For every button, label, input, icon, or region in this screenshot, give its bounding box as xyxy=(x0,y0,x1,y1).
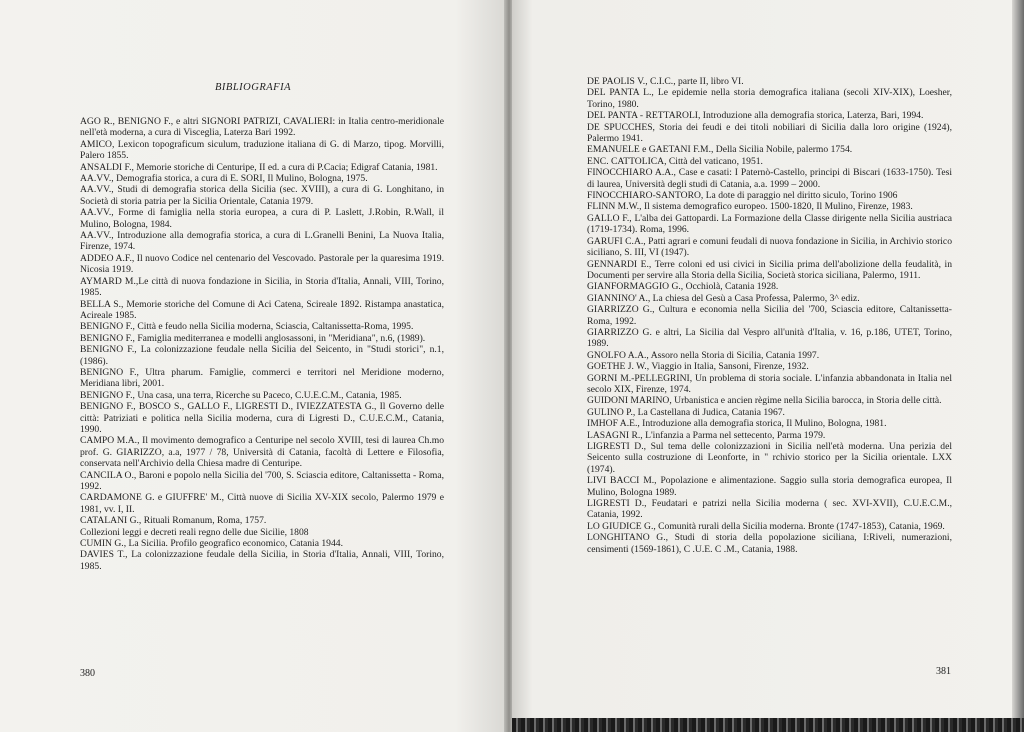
bibliography-entry: CATALANI G., Rituali Romanum, Roma, 1757. xyxy=(80,515,267,527)
bibliography-entry: GIARRIZZO G., Cultura e economia nella Sicilia del '700, Sciascia editore, Caltanissetta-Roma, 1992. xyxy=(587,304,952,327)
bibliography-entry: EMANUELE e GAETANI F.M., Della Sicilia Nobile, palermo 1754. xyxy=(587,144,853,156)
bibliography-entry: LONGHITANO G., Studi di storia della popolazione siciliana, I:Riveli, numerazioni, censimenti (1569-1861), C .U.E. C .M., Catania, 1988. xyxy=(587,532,952,555)
bibliography-entry: DE SPUCCHES, Storia dei feudi e dei titoli nobiliari di Sicilia dalla loro origine (1924), Palermo 1941. xyxy=(587,121,952,145)
bibliography-entry: GIANFORMAGGIO G., Occhiolà, Catania 1928. xyxy=(587,281,779,293)
bibliography-entry: GIANNINO' A., La chiesa del Gesù a Casa Professa, Palermo, 3^ ediz. xyxy=(587,292,860,304)
left-entries-list xyxy=(80,116,444,572)
bibliography-entry: GUIDONI MARINO, Urbanistica e ancien règime nella Sicilia barocca, in Storia delle città. xyxy=(587,395,942,407)
bibliography-entry: CARDAMONE G. e GIUFFRE' M., Città nuove di Sicilia XV-XIX secolo, Palermo 1979 e 1981, vv. I, II. xyxy=(80,492,444,515)
bibliography-entry: AMICO, Lexicon topograficum siculum, traduzione italiana di G. di Marzo, tipog. Morvilli, Palero 1855. xyxy=(80,138,444,162)
left-page xyxy=(0,0,506,732)
bibliography-entry: LO GIUDICE G., Comunità rurali della Sicilia moderna. Bronte (1747-1853), Catania, 1969. xyxy=(587,520,945,532)
bibliography-entry: AA.VV., Introduzione alla demografia storica, a cura di L.Granelli Benini, La Nuova Italia, Firenze, 1974. xyxy=(80,230,444,253)
bibliography-entry: BENIGNO F., BOSCO S., GALLO F., LIGRESTI D., IVIEZZATESTA G., Il Governo delle città: Patriziati e politica nella Sicilia moderna, cura di Ligresti D., C.U.E.C.M., Catania, 1990. xyxy=(80,401,444,435)
bibliography-entry: BENIGNO F., Città e feudo nella Sicilia moderna, Sciascia, Caltanissetta-Roma, 1995. xyxy=(80,321,414,333)
bibliography-entry: GIARRIZZO G. e altri, La Sicilia dal Vespro all'unità d'Italia, v. 16, p.186, UTET, Torino, 1989. xyxy=(587,326,952,350)
bibliography-entry: LIGRESTI D., Sul tema delle colonizzazioni in Sicilia nell'età moderna. Una perizia del Seicento sulla costruzione di Leonforte, in " rchivio storico per la Sicilia orientale. LXX (1974). xyxy=(587,441,952,475)
bibliography-entry: BELLA S., Memorie storiche del Comune di Aci Catena, Scireale 1892. Ristampa anastatica, Acireale 1985. xyxy=(80,298,444,321)
bibliography-entry: GALLO F., L'alba dei Gattopardi. La Formazione della Classe dirigente nella Sicilia austriaca (1719-1734). Roma, 1996. xyxy=(587,212,952,236)
bibliography-entry: DEL PANTA L., Le epidemie nella storia demografica italiana (secoli XIV-XIX), Loesher, Torino, 1980. xyxy=(587,87,952,110)
bibliography-entry: CAMPO M.A., Il movimento demografico a Centuripe nel secolo XVIII, tesi di laurea Ch.mo prof. G. GIARIZZO, a.a, 1977 / 78, Università di Catania, facoltà di Lettere e Filosofia, conservata nell'Archivio della Chiesa madre di Centuripe. xyxy=(80,435,444,470)
bibliography-entry: LIGRESTI D., Feudatari e patrizi nella Sicilia moderna ( sec. XVI-XVII), C.U.E.C.M., Catania, 1992. xyxy=(587,498,952,521)
bibliography-entry: ENC. CATTOLICA, Città del vaticano, 1951. xyxy=(587,155,763,167)
bibliography-entry: ANSALDI F., Memorie storiche di Centuripe, II ed. a cura di P.Cacia; Edigraf Catania, 1981. xyxy=(80,161,438,173)
bibliography-entry: GULINO P., La Castellana di Judica, Catania 1967. xyxy=(587,406,785,418)
bibliography-entry: DAVIES T., La colonizzazione feudale della Sicilia, in Storia d'Italia, Annali, VIII, Torino, 1985. xyxy=(80,549,444,572)
scan-edge-strip xyxy=(512,718,1024,732)
bibliography-entry: BENIGNO F., Famiglia mediterranea e modelli anglosassoni, in "Meridiana", n.6, (1989). xyxy=(80,332,426,344)
bibliography-entry: GARUFI C.A., Patti agrari e comuni feudali di nuova fondazione in Sicilia, in Archivio storico siciliano, S. III, VI (1947). xyxy=(587,235,952,259)
page-edge xyxy=(1012,0,1024,732)
bibliography-entry: GOETHE J. W., Viaggio in Italia, Sansoni, Firenze, 1932. xyxy=(587,361,809,373)
bibliography-entry: FINOCCHIARO A.A., Case e casati: I Paternò-Castello, principi di Biscari (1633-1750). Tesi di laurea, Università degli studi di Catania, a.a. 1999 – 2000. xyxy=(587,167,952,190)
bibliography-entry: LASAGNI R., L'infanzia a Parma nel settecento, Parma 1979. xyxy=(587,429,826,441)
bibliography-entry: GNOLFO A.A., Assoro nella Storia di Sicilia, Catania 1997. xyxy=(587,349,820,361)
bibliography-entry: AA.VV., Studi di demografia storica della Sicilia (sec. XVIII), a cura di G. Longhitano, in Società di storia patria per la Sicilia Orientale, Catania 1979. xyxy=(80,184,444,207)
bibliography-entry: AA.VV., Forme di famiglia nella storia europea, a cura di P. Laslett, J.Robin, R.Wall, il Mulino, Bologna, 1984. xyxy=(80,207,444,230)
bibliography-entry: AYMARD M.,Le città di nuova fondazione in Sicilia, in Storia d'Italia, Annali, VIII, Torino, 1985. xyxy=(80,275,444,299)
bibliography-entry: GORNI M.-PELLEGRINI, Un problema di storia sociale. L'infanzia abbandonata in Italia nel secolo XIX, Firenze, 1974. xyxy=(587,372,952,395)
bibliography-entry: AGO R., BENIGNO F., e altri SIGNORI PATRIZI, CAVALIERI: in Italia centro-meridionale nell'età moderna, a cura di Visceglia, Laterza Bari 1992. xyxy=(80,116,444,139)
bibliography-entry: BENIGNO F., La colonizzazione feudale nella Sicilia del Seicento, in "Studi storici", n.1, (1986). xyxy=(80,344,444,367)
bibliography-entry: FINOCCHIARO-SANTORO, La dote di paraggio nel diritto siculo, Torino 1906 xyxy=(587,190,898,202)
right-entries-list xyxy=(587,76,952,555)
page-number-right: 381 xyxy=(936,666,951,677)
bibliography-entry: BENIGNO F., Una casa, una terra, Ricerche su Paceco, C.U.E.C.M., Catania, 1985. xyxy=(80,389,402,401)
bibliography-entry: IMHOF A.E., Introduzione alla demografia storica, Il Mulino, Bologna, 1981. xyxy=(587,418,887,430)
bibliography-entry: Collezioni leggi e decreti reali regno delle due Sicilie, 1808 xyxy=(80,526,309,538)
bibliography-entry: DE PAOLIS V., C.I.C., parte II, libro VI. xyxy=(587,76,744,87)
bibliography-entry: DEL PANTA - RETTAROLI, Introduzione alla demografia storica, Laterza, Bari, 1994. xyxy=(587,110,924,122)
bibliography-entry: AA.VV., Demografia storica, a cura di E. SORI, Il Mulino, Bologna, 1975. xyxy=(80,173,368,185)
bibliography-entry: CUMIN G., La Sicilia. Profilo geografico economico, Catania 1944. xyxy=(80,538,343,550)
bibliography-entry: GENNARDI E., Terre coloni ed usi civici in Sicilia prima dell'abolizione della feudalità, in Documenti per servire alla Storia della Sicilia, Società storica siciliana, Palermo, 1911. xyxy=(587,258,952,281)
bibliography-entry: LIVI BACCI M., Popolazione e alimentazione. Saggio sulla storia demografica europea, Il Mulino, Bologna 1989. xyxy=(587,475,952,498)
bibliography-entry: FLINN M.W., Il sistema demografico europeo. 1500-1820, Il Mulino, Firenze, 1983. xyxy=(587,201,913,213)
page-number-left: 380 xyxy=(80,668,95,679)
bibliography-entry: CANCILA O., Baroni e popolo nella Sicilia del '700, S. Sciascia editore, Caltanissetta - Roma, 1992. xyxy=(80,469,444,492)
bibliography-entry: ADDEO A.F., Il nuovo Codice nel centenario del Vescovado. Pastorale per la quaresima 1919. Nicosia 1919. xyxy=(80,252,444,276)
bibliography-heading: BIBLIOGRAFIA xyxy=(215,82,291,93)
bibliography-entry: BENIGNO F., Ultra pharum. Famiglie, commerci e territori nel Meridione moderno, Meridiana libri, 2001. xyxy=(80,366,444,390)
